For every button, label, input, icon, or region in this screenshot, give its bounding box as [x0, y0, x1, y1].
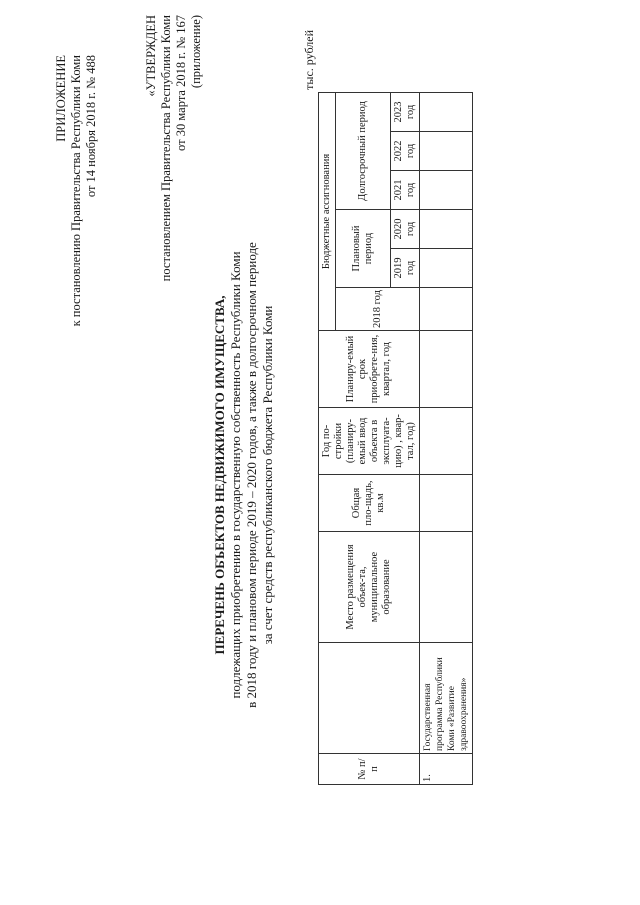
- header-2019: 2019 год: [391, 249, 420, 288]
- header-acq-term: Планиру-емый срок приобрете-ния, квартал, год: [319, 331, 420, 408]
- header-2022: 2022 год: [391, 132, 420, 171]
- table-cell: [420, 93, 473, 132]
- table-cell: [420, 249, 473, 288]
- appendix-date: от 14 ноября 2018 г. № 488: [84, 55, 98, 198]
- header-year-built: Год по-стройки (планиру-емый ввод объекта в эксплуата-цию) , квар-тал, год): [319, 408, 420, 475]
- header-area: Общая пло-щадь, кв.м: [319, 475, 420, 532]
- units-label: тыс. рублей: [302, 30, 316, 90]
- title-line: в 2018 году и плановом периоде 2019 – 2020 годов, а также в долгосрочном периоде: [244, 242, 259, 708]
- appendix-heading: ПРИЛОЖЕНИЕ: [54, 55, 68, 142]
- header-row-spacer: [319, 643, 420, 754]
- table-cell: [420, 532, 473, 643]
- table-cell: [420, 408, 473, 475]
- appendix-block: [54, 55, 99, 355]
- table-cell: [420, 132, 473, 171]
- approved-date: от 30 марта 2018 г. № 167: [174, 15, 188, 151]
- property-table: [318, 92, 473, 785]
- row-num: 1.: [420, 754, 473, 785]
- approved-block: [144, 15, 204, 375]
- header-2018: 2018 год: [336, 288, 420, 331]
- approved-line: постановлением Правительства Республики Коми: [159, 15, 173, 282]
- header-planned: Плановый период: [336, 210, 391, 288]
- approved-heading: «УТВЕРЖДЕН: [144, 15, 158, 97]
- header-place: Место размещения объек-та, муниципальное образование: [319, 532, 420, 643]
- document-title: [212, 175, 276, 775]
- table-cell: [420, 171, 473, 210]
- table-cell: [420, 210, 473, 249]
- table-cell: [420, 475, 473, 532]
- approved-note: (приложение): [189, 15, 203, 89]
- header-budget: Бюджетные ассигнования: [319, 93, 336, 331]
- header-longterm: Долгосрочный период: [336, 93, 391, 210]
- header-num: № п/п: [319, 754, 420, 785]
- title-line: за счет средств республиканского бюджета Республики Коми: [260, 305, 275, 645]
- row-program: Государственная программа Республики Коми «Развитие здравоохранения»: [420, 643, 473, 754]
- appendix-line: к постановлению Правительства Республики Коми: [69, 55, 83, 327]
- title-line: подлежащих приобретению в государственную собственность Республики Коми: [228, 251, 243, 699]
- header-2020: 2020 год: [391, 210, 420, 249]
- header-2021: 2021 год: [391, 171, 420, 210]
- header-2023: 2023 год: [391, 93, 420, 132]
- table-cell: [420, 288, 473, 331]
- table-cell: [420, 331, 473, 408]
- title-main: ПЕРЕЧЕНЬ ОБЪЕКТОВ НЕДВИЖИМОГО ИМУЩЕСТВА,: [212, 295, 227, 655]
